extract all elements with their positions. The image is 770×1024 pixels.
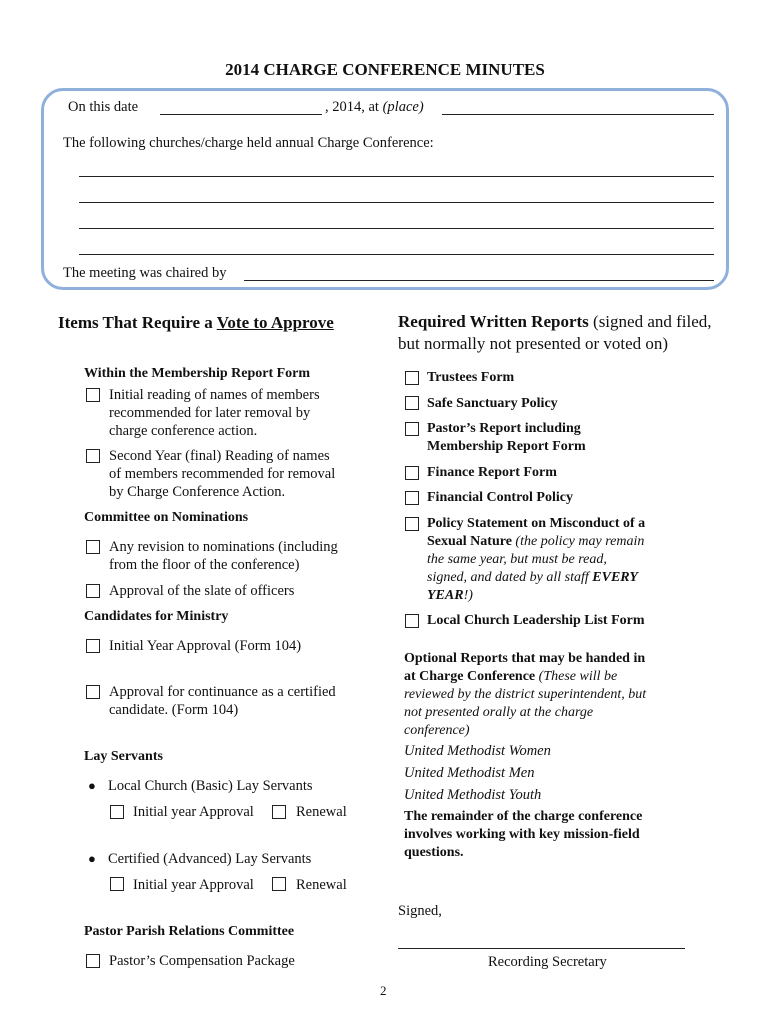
churches-line-4[interactable] bbox=[79, 254, 714, 255]
reports-heading: Required Written Reports (signed and filed, but normally not presented or voted on) bbox=[398, 312, 712, 353]
pprc-item: Pastor’s Compensation Package bbox=[109, 953, 295, 969]
date-field[interactable] bbox=[160, 114, 322, 115]
on-this-date-label: On this date bbox=[68, 99, 139, 115]
certified-lay-servants: Certified (Advanced) Lay Servants bbox=[108, 851, 312, 867]
checkbox[interactable] bbox=[86, 388, 100, 402]
checkbox[interactable] bbox=[86, 540, 100, 554]
checkbox[interactable] bbox=[405, 517, 419, 531]
bullet-icon: ● bbox=[88, 778, 96, 793]
checkbox[interactable] bbox=[405, 491, 419, 505]
nominations-title: Committee on Nominations bbox=[84, 510, 249, 525]
membership-item-1: Initial reading of names of members recommended for later removal by charge conference action. bbox=[109, 387, 320, 439]
checkbox[interactable] bbox=[272, 805, 286, 819]
ministry-title: Candidates for Ministry bbox=[84, 609, 229, 624]
nominations-item-1: Any revision to nominations (including from the floor of the conference) bbox=[109, 539, 338, 573]
umm-label: United Methodist Men bbox=[404, 765, 535, 781]
misconduct-policy: Policy Statement on Misconduct of a Sexual Nature (the policy may remain the same year, but must be read, signed, and dated by all staff EVERY YEAR!) bbox=[427, 516, 646, 603]
membership-title: Within the Membership Report Form bbox=[84, 366, 311, 381]
churches-line-1[interactable] bbox=[79, 176, 714, 177]
checkbox[interactable] bbox=[110, 805, 124, 819]
page-number: 2 bbox=[380, 983, 387, 998]
certified-renewal: Renewal bbox=[296, 877, 347, 893]
churches-label: The following churches/charge held annual Charge Conference: bbox=[63, 135, 434, 151]
year-at-label: , 2014, at (place) bbox=[325, 99, 424, 115]
signed-label: Signed, bbox=[398, 903, 442, 919]
umy-label: United Methodist Youth bbox=[404, 787, 542, 803]
churches-line-3[interactable] bbox=[79, 228, 714, 229]
checkbox[interactable] bbox=[405, 466, 419, 480]
ministry-item-2: Approval for continuance as a certified candidate. (Form 104) bbox=[109, 684, 336, 718]
safe-sanctuary-policy: Safe Sanctuary Policy bbox=[427, 396, 558, 411]
chaired-by-field[interactable] bbox=[244, 280, 714, 281]
churches-line-2[interactable] bbox=[79, 202, 714, 203]
recording-secretary-label: Recording Secretary bbox=[488, 954, 607, 970]
checkbox[interactable] bbox=[405, 371, 419, 385]
place-field[interactable] bbox=[442, 114, 714, 115]
financial-control-policy: Financial Control Policy bbox=[427, 490, 573, 505]
checkbox[interactable] bbox=[86, 639, 100, 653]
local-renewal: Renewal bbox=[296, 804, 347, 820]
ministry-item-1: Initial Year Approval (Form 104) bbox=[109, 638, 302, 654]
local-initial-approval: Initial year Approval bbox=[133, 804, 254, 820]
local-lay-servants: Local Church (Basic) Lay Servants bbox=[108, 778, 313, 794]
membership-item-2: Second Year (final) Reading of names of members recommended for removal by Charge Conference Action. bbox=[109, 448, 336, 500]
checkbox[interactable] bbox=[272, 877, 286, 891]
optional-reports: Optional Reports that may be handed in at Charge Conference (These will be reviewed by the district superintendent, but not presented orally at the charge conference) bbox=[404, 651, 647, 738]
checkbox[interactable] bbox=[405, 422, 419, 436]
signature-line[interactable] bbox=[398, 948, 685, 949]
checkbox[interactable] bbox=[86, 954, 100, 968]
finance-report-form: Finance Report Form bbox=[427, 465, 557, 480]
nominations-item-2: Approval of the slate of officers bbox=[109, 583, 295, 599]
checkbox[interactable] bbox=[86, 449, 100, 463]
pastors-report: Pastor’s Report including Membership Report Form bbox=[427, 421, 586, 454]
certified-initial-approval: Initial year Approval bbox=[133, 877, 254, 893]
bullet-icon: ● bbox=[88, 851, 96, 866]
vote-heading: Items That Require a Vote to Approve bbox=[58, 313, 334, 332]
trustees-form: Trustees Form bbox=[427, 370, 515, 385]
umw-label: United Methodist Women bbox=[404, 743, 551, 759]
lay-servants-title: Lay Servants bbox=[84, 749, 163, 764]
conference-info-box bbox=[41, 88, 729, 290]
leadership-list-form: Local Church Leadership List Form bbox=[427, 613, 645, 628]
checkbox[interactable] bbox=[110, 877, 124, 891]
pprc-title: Pastor Parish Relations Committee bbox=[84, 924, 295, 939]
page-title: 2014 CHARGE CONFERENCE MINUTES bbox=[225, 60, 545, 79]
remainder-note: The remainder of the charge conference involves working with key mission-field questions. bbox=[404, 809, 643, 860]
checkbox[interactable] bbox=[405, 614, 419, 628]
chaired-by-label: The meeting was chaired by bbox=[63, 265, 227, 281]
checkbox[interactable] bbox=[405, 396, 419, 410]
checkbox[interactable] bbox=[86, 685, 100, 699]
checkbox[interactable] bbox=[86, 584, 100, 598]
